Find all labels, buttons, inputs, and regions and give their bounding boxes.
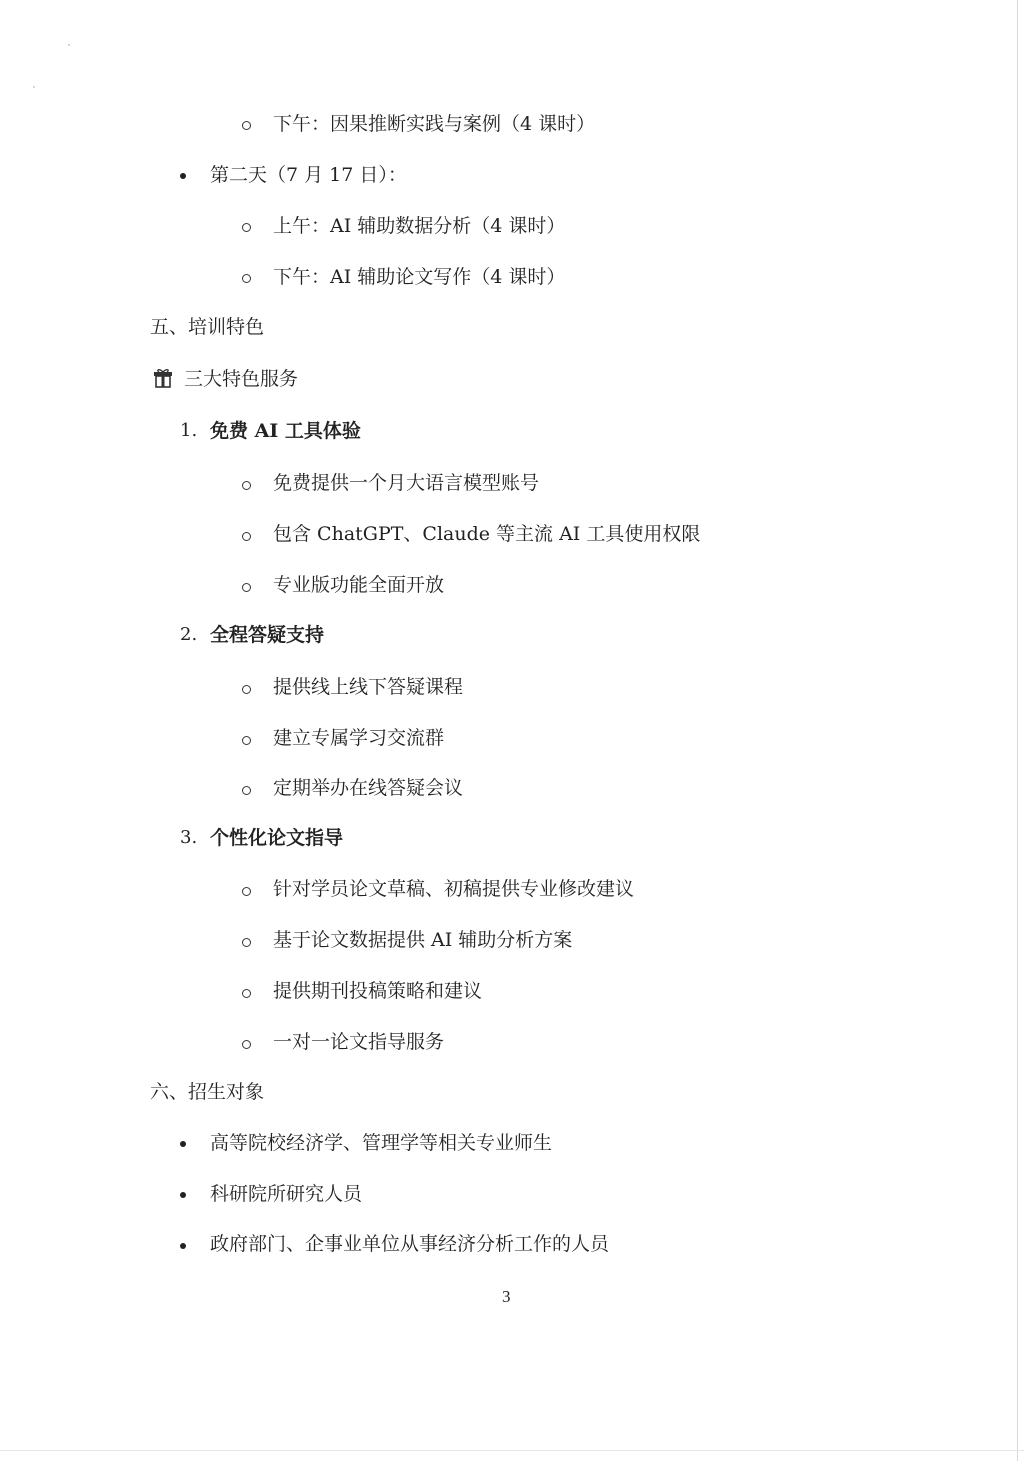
- gift-icon: [153, 369, 173, 393]
- hollow-bullet-icon: [242, 736, 251, 745]
- hollow-bullet-icon: [242, 887, 251, 896]
- list-item: 高等院校经济学、管理学等相关专业师生: [210, 1132, 553, 1154]
- item-1-number: 1.: [180, 420, 198, 441]
- hollow-bullet-icon: [242, 274, 251, 283]
- hollow-bullet-icon: [242, 223, 251, 232]
- list-item: 科研院所研究人员: [210, 1183, 363, 1205]
- page-number: 3: [502, 1287, 511, 1306]
- solid-bullet-icon: [180, 1243, 186, 1249]
- schedule-day2-title: 第二天（7 月 17 日）：: [210, 164, 407, 186]
- list-item: 政府部门、企事业单位从事经济分析工作的人员: [210, 1233, 610, 1255]
- list-item: 免费提供一个月大语言模型账号: [273, 472, 540, 494]
- section-6-heading: 六、招生对象: [150, 1081, 265, 1103]
- schedule-day1-afternoon: 下午：因果推断实践与案例（4 课时）: [273, 113, 596, 135]
- hollow-bullet-icon: [242, 1040, 251, 1049]
- list-item: 针对学员论文草稿、初稿提供专业修改建议: [273, 878, 635, 900]
- hollow-bullet-icon: [242, 532, 251, 541]
- list-item: 建立专属学习交流群: [273, 727, 445, 749]
- hollow-bullet-icon: [242, 583, 251, 592]
- scan-speck: [68, 44, 70, 46]
- solid-bullet-icon: [180, 1192, 186, 1198]
- list-item: 基于论文数据提供 AI 辅助分析方案: [273, 929, 573, 951]
- list-item: 专业版功能全面开放: [273, 574, 445, 596]
- list-item: 提供期刊投稿策略和建议: [273, 980, 483, 1002]
- solid-bullet-icon: [180, 173, 186, 179]
- item-3-number: 3.: [180, 827, 198, 848]
- services-title: 三大特色服务: [184, 368, 299, 390]
- hollow-bullet-icon: [242, 989, 251, 998]
- hollow-bullet-icon: [242, 938, 251, 947]
- item-1-title: 免费 AI 工具体验: [210, 420, 361, 442]
- hollow-bullet-icon: [242, 121, 251, 130]
- hollow-bullet-icon: [242, 481, 251, 490]
- list-item: 包含 ChatGPT、Claude 等主流 AI 工具使用权限: [273, 523, 701, 545]
- list-item: 一对一论文指导服务: [273, 1031, 445, 1053]
- solid-bullet-icon: [180, 1141, 186, 1147]
- item-3-title: 个性化论文指导: [210, 827, 344, 849]
- list-item: 定期举办在线答疑会议: [273, 777, 464, 799]
- item-2-number: 2.: [180, 624, 198, 645]
- scan-edge-bottom: [0, 1450, 1024, 1451]
- scan-speck: [33, 86, 35, 88]
- list-item: 提供线上线下答疑课程: [273, 676, 464, 698]
- hollow-bullet-icon: [242, 685, 251, 694]
- scan-edge-right: [1017, 0, 1018, 1461]
- schedule-day2-afternoon: 下午：AI 辅助论文写作（4 课时）: [273, 266, 566, 288]
- item-2-title: 全程答疑支持: [210, 624, 325, 646]
- schedule-day2-morning: 上午：AI 辅助数据分析（4 课时）: [273, 215, 566, 237]
- hollow-bullet-icon: [242, 786, 251, 795]
- section-5-heading: 五、培训特色: [150, 316, 265, 338]
